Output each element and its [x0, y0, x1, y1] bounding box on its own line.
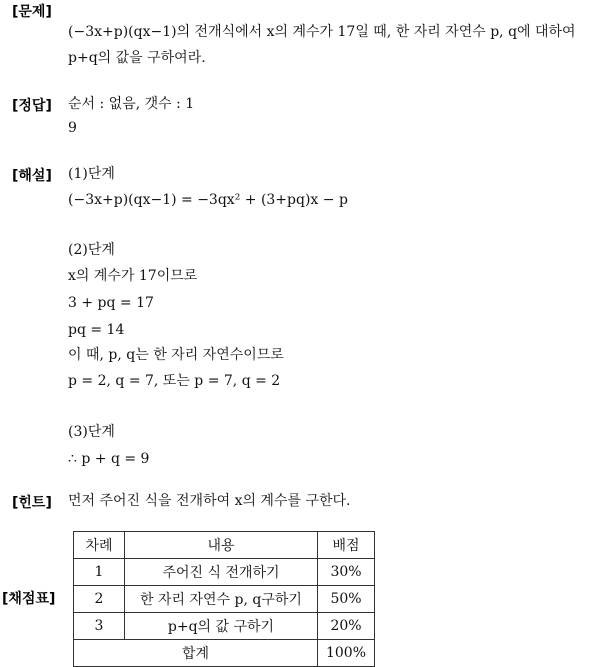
- problem-line-1: (−3x+p)(qx−1)의 전개식에서 x의 계수가 17일 때, 한 자리 자연수 p, q에 대하여: [68, 24, 576, 40]
- rubric-score: 50%: [318, 586, 375, 613]
- rubric-label: [채점표]: [2, 591, 56, 607]
- answer-line-1: 순서 : 없음, 갯수 : 1: [68, 96, 195, 112]
- table-row: [74, 613, 375, 640]
- rubric-score: 20%: [318, 613, 375, 640]
- rubric-total-score: 100%: [318, 640, 375, 667]
- rubric-total-row: [74, 640, 375, 667]
- step3-title: (3)단계: [68, 424, 115, 440]
- hint-label: [힌트]: [12, 495, 52, 511]
- step1-equation: (−3x+p)(qx−1) = −3qx² + (3+pq)x − p: [68, 192, 348, 208]
- answer-line-2: 9: [68, 120, 77, 136]
- rubric-header-row: [74, 532, 375, 559]
- rubric-step: 2: [74, 586, 125, 613]
- table-row: [74, 559, 375, 586]
- rubric-step: 1: [74, 559, 125, 586]
- rubric-content: 한 자리 자연수 p, q구하기: [125, 586, 318, 613]
- rubric-content: 주어진 식 전개하기: [125, 559, 318, 586]
- step2-line-5: p = 2, q = 7, 또는 p = 7, q = 2: [68, 373, 281, 389]
- table-row: [74, 586, 375, 613]
- step2-line-3: pq = 14: [68, 322, 125, 338]
- rubric-header-step: 차례: [74, 532, 125, 559]
- step2-line-2: 3 + pq = 17: [68, 295, 154, 311]
- rubric-score: 30%: [318, 559, 375, 586]
- rubric-header-score: 배점: [318, 532, 375, 559]
- rubric-step: 3: [74, 613, 125, 640]
- rubric-content: p+q의 값 구하기: [125, 613, 318, 640]
- answer-label: [정답]: [12, 98, 52, 114]
- rubric-total-label: 합계: [74, 640, 318, 667]
- step2-line-4: 이 때, p, q는 한 자리 자연수이므로: [68, 347, 284, 363]
- step2-line-1: x의 계수가 17이므로: [68, 268, 198, 284]
- step3-line-1: ∴ p + q = 9: [68, 451, 150, 467]
- problem-line-2: p+q의 값을 구하여라.: [68, 50, 206, 66]
- step1-title: (1)단계: [68, 166, 115, 182]
- hint-text: 먼저 주어진 식을 전개하여 x의 계수를 구한다.: [68, 493, 351, 509]
- step2-title: (2)단계: [68, 242, 115, 258]
- rubric-table: [73, 531, 375, 667]
- rubric-header-content: 내용: [125, 532, 318, 559]
- solution-label: [해설]: [12, 168, 52, 184]
- problem-label: [문제]: [12, 4, 52, 20]
